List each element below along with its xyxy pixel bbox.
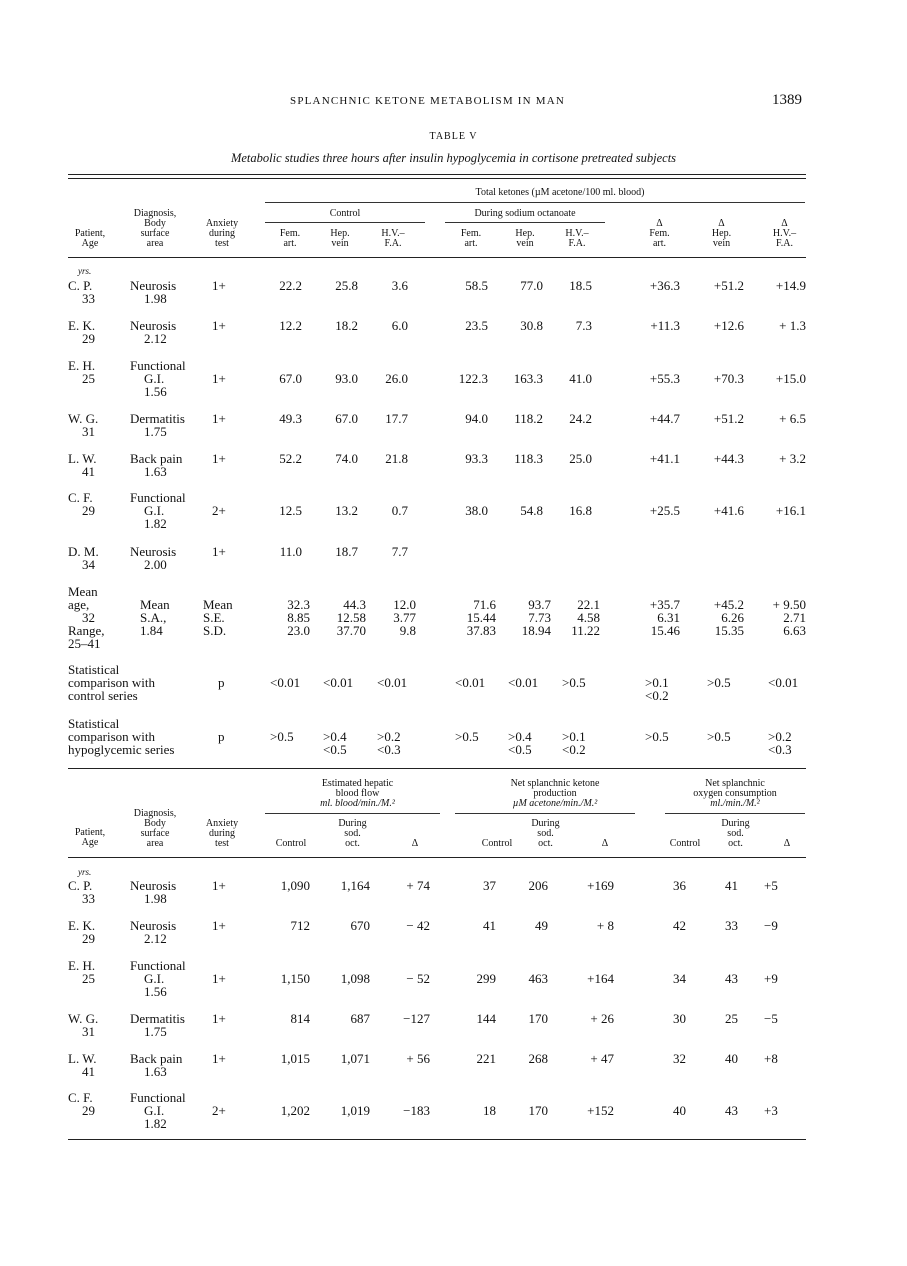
- oxygen-group-rule: [665, 813, 805, 814]
- octanoate-value: 94.0: [465, 411, 488, 426]
- flow-value: 1,202: [280, 1103, 310, 1118]
- control-group-header: Control: [329, 208, 361, 219]
- patient-cell: L. W. 41: [68, 451, 97, 479]
- octanoate-value: 24.2: [569, 411, 592, 426]
- stat-octanoate: <0.01: [455, 675, 486, 690]
- oxygen-value: 40: [673, 1103, 686, 1118]
- diagnosis-cell: Neurosis 2.12: [130, 318, 177, 346]
- lower-anxiety-header: Anxiety during test: [205, 818, 239, 849]
- control-value: 12.2: [279, 318, 302, 333]
- delta-hep-vein-header: Δ Hep. vein: [711, 218, 732, 249]
- oxygen-control-header: Control: [669, 838, 701, 849]
- octanoate-group-header: During sodium octanoate: [474, 208, 576, 219]
- octanoate-value: 58.5: [465, 278, 488, 293]
- summary-patient: Mean age, 32 Range, 25–41: [68, 584, 105, 651]
- units-label: yrs.: [78, 266, 92, 276]
- control-value: 18.7: [335, 544, 358, 559]
- oxygen-value: 25: [725, 1011, 738, 1026]
- ketone-value: +152: [587, 1103, 614, 1118]
- diagnosis-cell: Neurosis 2.00: [130, 544, 177, 572]
- delta-value: +11.3: [650, 318, 680, 333]
- stat-label: Statistical comparison with control series: [68, 662, 156, 703]
- diagnosis-cell: Neurosis 1.98: [130, 878, 177, 906]
- lower-diagnosis-header: Diagnosis, Body surface area: [133, 808, 177, 849]
- anxiety-cell: 1+: [212, 971, 226, 986]
- patient-cell: C. P. 33: [68, 278, 95, 306]
- anxiety-cell: 1+: [212, 918, 226, 933]
- octanoate-value: 18.5: [569, 278, 592, 293]
- oct-hv-fa-header: H.V.– F.A.: [565, 228, 589, 249]
- ketone-value: 18: [483, 1103, 496, 1118]
- oct-fem-art-header: Fem. art.: [460, 228, 482, 249]
- anxiety-cell: 1+: [212, 411, 226, 426]
- ketone-value: 41: [483, 918, 496, 933]
- stat-control: <0.01: [270, 675, 301, 690]
- oxygen-value: 40: [725, 1051, 738, 1066]
- stat-delta: <0.01: [768, 675, 799, 690]
- control-hv-fa-header: H.V.– F.A.: [381, 228, 405, 249]
- patient-cell: C. P. 33: [68, 878, 95, 906]
- diagnosis-cell: Neurosis 1.98: [130, 278, 177, 306]
- oxygen-value: −9: [764, 918, 778, 933]
- control-value: 7.7: [391, 544, 408, 559]
- ketone-value: 463: [528, 971, 548, 986]
- anxiety-cell: 1+: [212, 371, 226, 386]
- oxygen-value: 41: [725, 878, 738, 893]
- total-ketones-rule: [265, 202, 805, 203]
- ketone-value: 221: [476, 1051, 496, 1066]
- diagnosis-cell: Dermatitis 1.75: [130, 1011, 185, 1039]
- control-value: 12.5: [279, 503, 302, 518]
- flow-value: − 42: [406, 918, 430, 933]
- delta-value: +55.3: [649, 371, 680, 386]
- running-title: SPLANCHNIC KETONE METABOLISM IN MAN: [290, 95, 565, 107]
- anxiety-cell: 1+: [212, 1011, 226, 1026]
- diagnosis-header: Diagnosis, Body surface area: [133, 208, 177, 249]
- control-value: 67.0: [279, 371, 302, 386]
- oxygen-value: +3: [764, 1103, 778, 1118]
- stat-control: >0.2 <0.3: [377, 729, 401, 757]
- summary-diagnosis: Mean S.A., 1.84: [140, 597, 170, 638]
- ketone-value: 170: [528, 1103, 548, 1118]
- anxiety-cell: 2+: [212, 1103, 226, 1118]
- summary-octanoate: 93.7 7.73 18.94: [521, 597, 551, 638]
- oxygen-value: 32: [673, 1051, 686, 1066]
- delta-value: +25.5: [649, 503, 680, 518]
- delta-value: +16.1: [775, 503, 806, 518]
- flow-value: 1,019: [340, 1103, 370, 1118]
- lower-header-bottom-rule: [68, 857, 806, 858]
- ketone-control-header: Control: [481, 838, 513, 849]
- control-value: 3.6: [391, 278, 408, 293]
- ketone-value: 144: [476, 1011, 496, 1026]
- diagnosis-cell: Back pain 1.63: [130, 1051, 183, 1079]
- flow-value: 1,090: [280, 878, 310, 893]
- octanoate-value: 25.0: [569, 451, 592, 466]
- top-rule-1: [68, 174, 806, 175]
- anxiety-cell: 1+: [212, 878, 226, 893]
- octanoate-value: 38.0: [465, 503, 488, 518]
- summary-delta: + 9.50 2.71 6.63: [772, 597, 806, 638]
- summary-anxiety: Mean S.E. S.D.: [203, 597, 233, 638]
- flow-value: + 74: [406, 878, 430, 893]
- stat-control: <0.01: [323, 675, 354, 690]
- delta-value: +12.6: [713, 318, 744, 333]
- lower-table-bottom-rule: [68, 1139, 806, 1140]
- control-value: 49.3: [279, 411, 302, 426]
- flow-value: −127: [403, 1011, 430, 1026]
- control-value: 0.7: [391, 503, 408, 518]
- anxiety-cell: 1+: [212, 318, 226, 333]
- patient-cell: W. G. 31: [68, 1011, 99, 1039]
- control-value: 25.8: [335, 278, 358, 293]
- diagnosis-cell: Functional G.I. 1.82: [130, 490, 186, 531]
- diagnosis-cell: Dermatitis 1.75: [130, 411, 185, 439]
- ketone-delta-header: Δ: [601, 838, 609, 849]
- stat-label: Statistical comparison with hypoglycemic series: [68, 716, 175, 757]
- total-ketones-header: Total ketones (µM acetone/100 ml. blood): [475, 187, 645, 198]
- patient-cell: C. F. 29: [68, 490, 95, 518]
- patient-cell: D. M. 34: [68, 544, 99, 572]
- oxygen-value: 34: [673, 971, 686, 986]
- flow-value: + 56: [406, 1051, 430, 1066]
- summary-control: 44.3 12.58 37.70: [336, 597, 366, 638]
- anxiety-cell: 2+: [212, 503, 226, 518]
- flow-value: 1,098: [340, 971, 370, 986]
- top-rule-2: [68, 178, 806, 179]
- delta-value: +51.2: [713, 278, 744, 293]
- table-label: TABLE V: [429, 131, 478, 142]
- summary-delta: +35.7 6.31 15.46: [649, 597, 680, 638]
- control-value: 93.0: [335, 371, 358, 386]
- stat-delta: >0.1 <0.2: [645, 675, 669, 703]
- anxiety-header: Anxiety during test: [205, 218, 239, 249]
- ketone-value: 299: [476, 971, 496, 986]
- summary-control: 32.3 8.85 23.0: [287, 597, 310, 638]
- octanoate-value: 163.3: [513, 371, 543, 386]
- flow-group-header: Estimated hepatic blood flow ml. blood/min./M.²: [320, 778, 395, 809]
- octanoate-value: 7.3: [575, 318, 592, 333]
- patient-cell: E. K. 29: [68, 918, 96, 946]
- diagnosis-cell: Functional G.I. 1.82: [130, 1090, 186, 1131]
- stat-octanoate: >0.4 <0.5: [508, 729, 532, 757]
- octanoate-group-rule: [445, 222, 605, 223]
- oxygen-value: 43: [725, 1103, 738, 1118]
- ketone-value: + 26: [590, 1011, 614, 1026]
- flow-value: 687: [350, 1011, 370, 1026]
- patient-cell: C. F. 29: [68, 1090, 95, 1118]
- summary-control: 12.0 3.77 9.8: [393, 597, 416, 638]
- summary-delta: +45.2 6.26 15.35: [713, 597, 744, 638]
- ketone-value: 170: [528, 1011, 548, 1026]
- control-value: 13.2: [335, 503, 358, 518]
- control-group-rule: [265, 222, 425, 223]
- stat-delta: >0.5: [645, 729, 669, 744]
- delta-value: +51.2: [713, 411, 744, 426]
- ketone-value: 206: [528, 878, 548, 893]
- stat-octanoate: >0.5: [455, 729, 479, 744]
- oxygen-value: 42: [673, 918, 686, 933]
- octanoate-value: 118.3: [514, 451, 543, 466]
- patient-header: Patient, Age: [74, 228, 106, 249]
- ketone-value: 268: [528, 1051, 548, 1066]
- delta-value: +14.9: [775, 278, 806, 293]
- octanoate-value: 54.8: [520, 503, 543, 518]
- ketone-value: + 47: [590, 1051, 614, 1066]
- control-value: 22.2: [279, 278, 302, 293]
- flow-value: − 52: [406, 971, 430, 986]
- oxygen-value: +9: [764, 971, 778, 986]
- control-value: 11.0: [279, 544, 302, 559]
- flow-value: 712: [290, 918, 310, 933]
- stat-control: >0.5: [270, 729, 294, 744]
- octanoate-value: 23.5: [465, 318, 488, 333]
- flow-group-rule: [265, 813, 440, 814]
- patient-cell: W. G. 31: [68, 411, 99, 439]
- flow-value: 1,164: [340, 878, 370, 893]
- octanoate-value: 93.3: [465, 451, 488, 466]
- control-value: 21.8: [385, 451, 408, 466]
- octanoate-value: 118.2: [514, 411, 543, 426]
- ketone-value: +164: [587, 971, 614, 986]
- control-value: 74.0: [335, 451, 358, 466]
- anxiety-cell: 1+: [212, 278, 226, 293]
- delta-value: + 1.3: [779, 318, 806, 333]
- control-value: 52.2: [279, 451, 302, 466]
- oxygen-value: 36: [673, 878, 686, 893]
- summary-octanoate: 22.1 4.58 11.22: [571, 597, 600, 638]
- ketone-value: + 8: [596, 918, 614, 933]
- anxiety-cell: 1+: [212, 544, 226, 559]
- flow-value: 814: [290, 1011, 310, 1026]
- diagnosis-cell: Neurosis 2.12: [130, 918, 177, 946]
- control-fem-art-header: Fem. art.: [279, 228, 301, 249]
- octanoate-value: 30.8: [520, 318, 543, 333]
- delta-value: + 3.2: [779, 451, 806, 466]
- stat-octanoate: >0.5: [562, 675, 586, 690]
- control-value: 18.2: [335, 318, 358, 333]
- flow-value: 1,150: [280, 971, 310, 986]
- flow-value: 1,071: [340, 1051, 370, 1066]
- ketone-group-rule: [455, 813, 635, 814]
- delta-value: +41.6: [713, 503, 744, 518]
- stat-octanoate: <0.01: [508, 675, 539, 690]
- delta-fem-art-header: Δ Fem. art.: [649, 218, 670, 249]
- stat-control: <0.01: [377, 675, 408, 690]
- delta-hv-fa-header: Δ H.V.– F.A.: [772, 218, 797, 249]
- delta-value: + 6.5: [779, 411, 806, 426]
- anxiety-cell: 1+: [212, 451, 226, 466]
- stat-delta: >0.2 <0.3: [768, 729, 792, 757]
- oxygen-value: 30: [673, 1011, 686, 1026]
- oct-hep-vein-header: Hep. vein: [515, 228, 535, 249]
- diagnosis-cell: Back pain 1.63: [130, 451, 183, 479]
- patient-cell: E. K. 29: [68, 318, 96, 346]
- flow-value: 670: [350, 918, 370, 933]
- ketone-value: +169: [587, 878, 614, 893]
- control-value: 17.7: [385, 411, 408, 426]
- ketone-during-header: During sod. oct.: [531, 818, 560, 849]
- oxygen-value: 33: [725, 918, 738, 933]
- flow-control-header: Control: [275, 838, 307, 849]
- patient-cell: E. H. 25: [68, 958, 96, 986]
- control-value: 26.0: [385, 371, 408, 386]
- oxygen-value: +8: [764, 1051, 778, 1066]
- diagnosis-cell: Functional G.I. 1.56: [130, 358, 186, 399]
- ketone-group-header: Net splanchnic ketone production µM acetone/min./M.²: [510, 778, 600, 809]
- stat-control: >0.4 <0.5: [323, 729, 347, 757]
- delta-value: +44.7: [649, 411, 680, 426]
- diagnosis-cell: Functional G.I. 1.56: [130, 958, 186, 999]
- delta-value: +44.3: [713, 451, 744, 466]
- oxygen-value: −5: [764, 1011, 778, 1026]
- flow-value: 1,015: [280, 1051, 310, 1066]
- oxygen-during-header: During sod. oct.: [721, 818, 750, 849]
- stat-octanoate: >0.1 <0.2: [562, 729, 586, 757]
- octanoate-value: 16.8: [569, 503, 592, 518]
- stat-delta: >0.5: [707, 675, 731, 690]
- control-value: 6.0: [391, 318, 408, 333]
- patient-cell: L. W. 41: [68, 1051, 97, 1079]
- delta-value: +36.3: [649, 278, 680, 293]
- ketone-value: 37: [483, 878, 496, 893]
- oxygen-value: +5: [764, 878, 778, 893]
- lower-units-label: yrs.: [78, 867, 92, 877]
- table-caption: Metabolic studies three hours after insulin hypoglycemia in cortisone pretreated subjects: [230, 151, 677, 165]
- stat-delta: >0.5: [707, 729, 731, 744]
- stat-p: p: [218, 729, 225, 744]
- summary-octanoate: 71.6 15.44 37.83: [466, 597, 496, 638]
- oxygen-group-header: Net splanchnic oxygen consumption ml./min./M.²: [693, 778, 777, 809]
- page-number: 1389: [772, 92, 802, 108]
- delta-value: +15.0: [775, 371, 806, 386]
- flow-during-header: During sod. oct.: [338, 818, 367, 849]
- upper-table-bottom-rule: [68, 768, 806, 769]
- patient-cell: E. H. 25: [68, 358, 96, 386]
- oxygen-value: 43: [725, 971, 738, 986]
- octanoate-value: 122.3: [458, 371, 488, 386]
- control-hep-vein-header: Hep. vein: [330, 228, 350, 249]
- lower-patient-header: Patient, Age: [74, 827, 106, 848]
- stat-p: p: [218, 675, 225, 690]
- header-bottom-rule: [68, 257, 806, 258]
- delta-value: +70.3: [713, 371, 744, 386]
- delta-value: +41.1: [649, 451, 680, 466]
- flow-value: −183: [403, 1103, 430, 1118]
- ketone-value: 49: [535, 918, 548, 933]
- anxiety-cell: 1+: [212, 1051, 226, 1066]
- oxygen-delta-header: Δ: [783, 838, 791, 849]
- flow-delta-header: Δ: [411, 838, 419, 849]
- octanoate-value: 77.0: [520, 278, 543, 293]
- octanoate-value: 41.0: [569, 371, 592, 386]
- control-value: 67.0: [335, 411, 358, 426]
